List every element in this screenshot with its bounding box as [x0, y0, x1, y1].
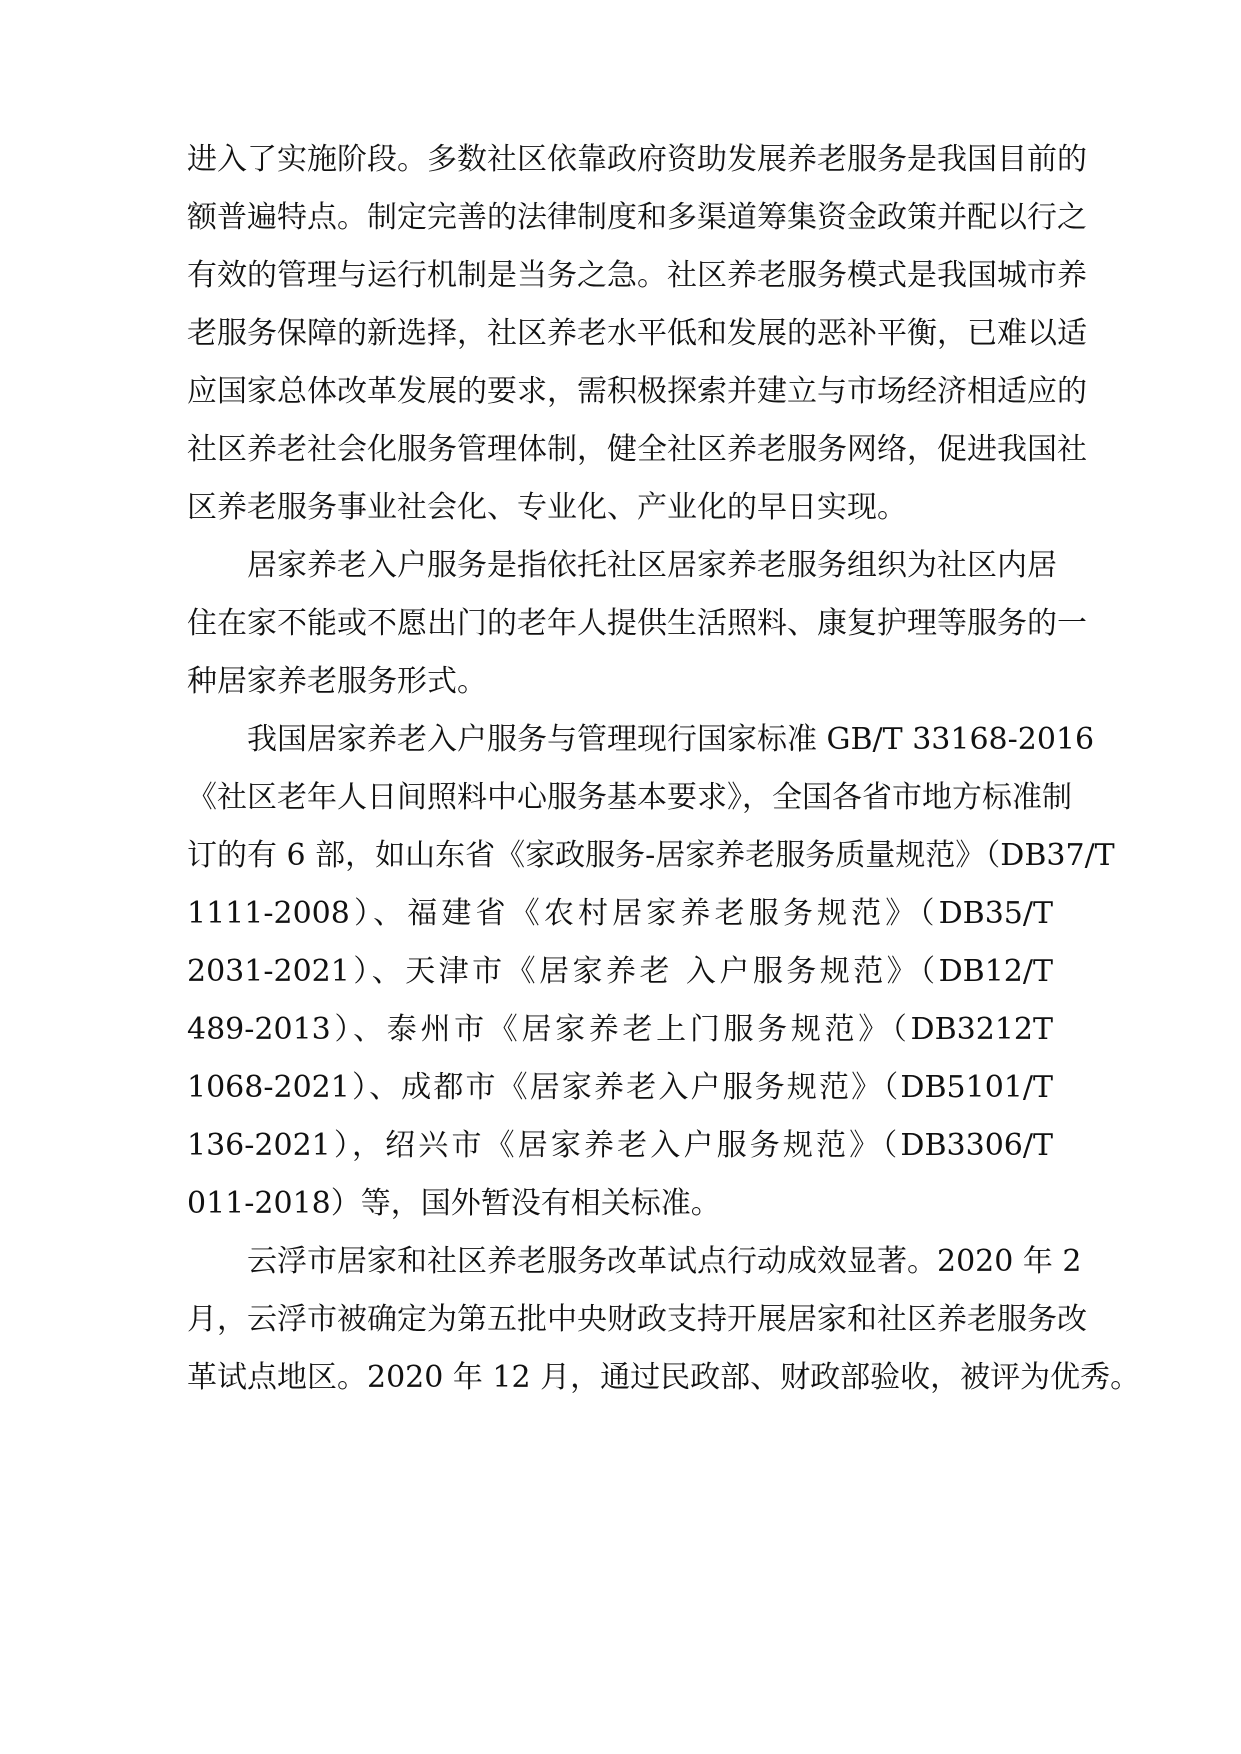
text-line: 1111-2008）、福建省《农村居家养老服务规范》（DB35/T [187, 896, 1053, 931]
text-line: 区养老服务事业社会化、专业化、产业化的早日实现。 [187, 490, 907, 525]
text-line: 住在家不能或不愿出门的老年人提供生活照料、康复护理等服务的一 [187, 606, 1087, 641]
text-line: 月，云浮市被确定为第五批中央财政支持开展居家和社区养老服务改 [187, 1302, 1087, 1337]
text-line: 居家养老入户服务是指依托社区居家养老服务组织为社区内居 [247, 548, 1057, 583]
text-line: 489-2013）、泰州市《居家养老上门服务规范》（DB3212T [187, 1012, 1053, 1047]
text-line: 《社区老年人日间照料中心服务基本要求》，全国各省市地方标准制 [187, 780, 1072, 815]
text-line: 云浮市居家和社区养老服务改革试点行动成效显著。2020 年 2 [247, 1244, 1082, 1279]
text-line: 革试点地区。2020 年 12 月，通过民政部、财政部验收，被评为优秀。 [187, 1360, 1141, 1395]
text-line: 136-2021），绍兴市《居家养老入户服务规范》（DB3306/T [187, 1128, 1053, 1163]
text-line: 应国家总体改革发展的要求，需积极探索并建立与市场经济相适应的 [187, 374, 1087, 409]
text-line: 种居家养老服务形式。 [187, 664, 487, 699]
text-line: 订的有 6 部，如山东省《家政服务-居家养老服务质量规范》（DB37/T [187, 838, 1115, 873]
text-line: 011-2018）等，国外暂没有相关标准。 [187, 1186, 721, 1221]
text-line: 有效的管理与运行机制是当务之急。社区养老服务模式是我国城市养 [187, 258, 1087, 293]
text-line: 社区养老社会化服务管理体制，健全社区养老服务网络，促进我国社 [187, 432, 1087, 467]
text-line: 我国居家养老入户服务与管理现行国家标准 GB/T 33168-2016 [247, 722, 1095, 757]
text-line: 2031-2021）、天津市《居家养老 入户服务规范》（DB12/T [187, 954, 1053, 989]
text-line: 1068-2021）、成都市《居家养老入户服务规范》（DB5101/T [187, 1070, 1053, 1105]
text-line: 额普遍特点。制定完善的法律制度和多渠道筹集资金政策并配以行之 [187, 200, 1087, 235]
text-line: 进入了实施阶段。多数社区依靠政府资助发展养老服务是我国目前的 [187, 142, 1087, 177]
text-line: 老服务保障的新选择，社区养老水平低和发展的恶补平衡，已难以适 [187, 316, 1087, 351]
